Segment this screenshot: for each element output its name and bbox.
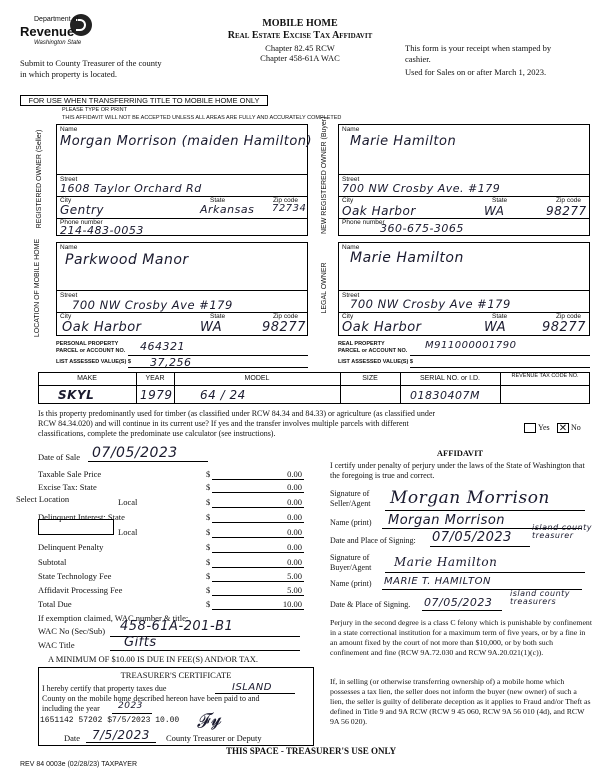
fee-amount[interactable]: 5.00	[287, 571, 302, 581]
buyer-sign-place[interactable]: island county treasurers	[510, 589, 571, 606]
fee-amount[interactable]: 0.00	[287, 557, 302, 567]
seller-city[interactable]: Gentry	[60, 203, 105, 217]
fee-dollar-sign: $	[206, 557, 211, 567]
pp-lav-label: LIST ASSESSED VALUE(S) $	[56, 359, 131, 365]
treasurer-space: THIS SPACE - TREASURER'S USE ONLY	[226, 746, 397, 756]
timber-no-checkbox[interactable]: ✕	[558, 423, 568, 434]
submit-text-2: in which property is located.	[20, 69, 118, 79]
fee-row-label: Excise Tax: State	[38, 482, 97, 492]
use-banner-text: FOR USE WHEN TRANSFERRING TITLE TO MOBILE HOME ONLY	[28, 96, 260, 105]
buyer-print-label: Name (print)	[330, 579, 372, 588]
buyer-zip[interactable]: 98277	[546, 204, 587, 218]
fee-dollar-sign: $	[206, 599, 211, 609]
fee-dollar-sign: $	[206, 497, 211, 507]
rp-label-2: PARCEL or ACCOUNT NO.	[338, 348, 408, 354]
buyer-name-label: Name	[342, 126, 360, 133]
vehicle-header-model: MODEL	[244, 375, 270, 382]
vehicle-header-code: REVENUE TAX CODE NO.	[511, 373, 579, 379]
fee-row-label: Subtotal	[38, 557, 67, 567]
fee-row-label: Taxable Sale Price	[38, 469, 102, 479]
buyer-phone[interactable]: 360-675-3065	[380, 222, 464, 235]
fee-dollar-sign: $	[206, 482, 211, 492]
buyer-city[interactable]: Oak Harbor	[342, 204, 416, 218]
exempt-label: If exemption claimed, WAC number & title:	[38, 613, 189, 623]
seller-state[interactable]: Arkansas	[200, 203, 255, 216]
buyer-phone-label: Phone number	[342, 219, 385, 226]
location-name-label: Name	[60, 244, 78, 251]
location-vertical-label: LOCATION OF MOBILE HOME	[34, 238, 41, 338]
location-zip[interactable]: 98277	[262, 320, 306, 335]
treasurer-year[interactable]: 2023	[118, 701, 143, 711]
fee-amount[interactable]: 0.00	[287, 469, 302, 479]
location-zip-label: Zip code	[273, 313, 298, 320]
dor-logo	[18, 14, 98, 50]
location-street[interactable]: 700 NW Crosby Ave #179	[72, 298, 233, 312]
treasurer-title: TREASURER'S CERTIFICATE	[120, 670, 232, 680]
vehicle-model[interactable]: 64 / 24	[200, 388, 246, 402]
vehicle-year[interactable]: 1979	[140, 388, 173, 402]
treasurer-line-2: County on the mobile home described hereon have been paid to and	[42, 694, 260, 703]
fee-amount[interactable]: 5.00	[287, 585, 302, 595]
warning-text: THIS AFFIDAVIT WILL NOT BE ACCEPTED UNLESS ALL AREAS ARE FULLY AND ACCURATELY COMPLETED	[62, 115, 342, 121]
fee-row-label: Affidavit Processing Fee	[38, 585, 123, 595]
logo-text-1: Department of	[34, 16, 79, 23]
fee-dollar-sign: $	[206, 585, 211, 595]
fee-row-label: Delinquent Interest: State	[38, 512, 125, 522]
receipt-text: This form is your receipt when stamped by	[405, 43, 552, 53]
buyer-name[interactable]: Marie Hamilton	[350, 134, 457, 149]
form-title: MOBILE HOME	[262, 18, 338, 29]
seller-name-label: Name	[60, 126, 78, 133]
treasurer-signer: County Treasurer or Deputy	[166, 733, 262, 743]
seller-zip[interactable]: 72734	[272, 203, 307, 214]
wac-title-label: WAC Title	[38, 640, 75, 650]
legal-city[interactable]: Oak Harbor	[342, 320, 422, 335]
fee-dollar-sign: $	[206, 469, 211, 479]
fee-amount[interactable]: 0.00	[287, 512, 302, 522]
location-city-label: City	[60, 313, 72, 320]
timber-no-label: No	[571, 423, 581, 432]
affidavit-title: AFFIDAVIT	[436, 448, 484, 458]
seller-phone-label: Phone number	[60, 219, 103, 226]
rp-label-1: REAL PROPERTY	[338, 341, 385, 347]
seller-signature[interactable]: Morgan Morrison	[390, 488, 550, 508]
legal-name-label: Name	[342, 244, 360, 251]
logo-text-3: Washington State	[34, 40, 82, 46]
logo-text-2: Revenue	[20, 24, 75, 39]
fraud-text: If, in selling (or otherwise transferring ownership of) a mobile home which possesses a tax lien, the seller does not inform the buyer (new owner) of such a lien, the seller is guilty of deliberate deception as it applies to Fraud and/or Theft as defined in Title 9 and 9A RCW (RCW 9 45 060, RCW 9A 56 010 (4d), and RCW 9A 56 020).	[330, 677, 591, 726]
buyer-state-label: State	[492, 197, 508, 204]
legal-zip-label: Zip code	[556, 313, 581, 320]
rp-account[interactable]: M911000001790	[425, 340, 517, 351]
seller-sign-date[interactable]: 07/05/2023	[432, 530, 512, 545]
legal-street-label: Street	[342, 292, 360, 299]
seller-zip-label: Zip code	[273, 197, 298, 204]
select-location-label[interactable]: Select Location	[16, 494, 70, 504]
legal-state-label: State	[492, 313, 508, 320]
buyer-signature[interactable]: Marie Hamilton	[394, 555, 498, 569]
wac-no[interactable]: 458-61A-201-B1	[120, 619, 234, 634]
seller-name[interactable]: Morgan Morrison (maiden Hamilton)	[60, 134, 313, 149]
print-instruction: PLEASE TYPE OR PRINT	[62, 107, 128, 113]
fee-row-label: Total Due	[38, 599, 72, 609]
wac-no-label: WAC No (Sec/Sub)	[38, 626, 106, 636]
seller-sig-label: Signature of Seller/Agent	[330, 489, 371, 508]
vehicle-make[interactable]: SKYL	[58, 388, 95, 402]
seller-street[interactable]: 1608 Taylor Orchard Rd	[60, 182, 202, 195]
affidavit-text: I certify under penalty of perjury under the laws of the State of Washington that the foregoing is true and correct.	[330, 461, 585, 480]
pp-lav[interactable]: 37,256	[150, 356, 192, 369]
timber-yes-label: Yes	[538, 423, 550, 432]
treasurer-stamp: 1651142 57202 $7/5/2023 10.00	[40, 716, 180, 725]
fee-row-label: Local	[118, 527, 138, 537]
fee-row-label: Local	[118, 497, 138, 507]
submit-text: Submit to County Treasurer of the county	[20, 58, 162, 68]
vehicle-header-make: MAKE	[77, 375, 97, 382]
buyer-sign-date[interactable]: 07/05/2023	[424, 596, 493, 609]
date-of-sale[interactable]: 07/05/2023	[92, 445, 178, 461]
buyer-state[interactable]: WA	[484, 204, 505, 218]
seller-street-label: Street	[60, 176, 78, 183]
seller-city-label: City	[60, 197, 72, 204]
perjury-text: Perjury in the second degree is a class C felony which is punishable by confinement in a state correctional institution for a maximum term of five years, or by a fine in an amount fixed by the court of not more than $10,000, or by both such confinement and fine (RCW 9A.72.030 and RCW 9A.20.021(1)(c)).	[330, 618, 592, 657]
vehicle-serial[interactable]: 01830407M	[410, 389, 480, 402]
fee-dollar-sign: $	[206, 527, 211, 537]
treasurer-date[interactable]: 7/5/2023	[92, 728, 150, 742]
seller-state-label: State	[210, 197, 226, 204]
timber-question-1: Is this property predominantly used for timber (as classified under RCW 84.34 and 84.33) or agriculture (as classified under	[38, 409, 436, 418]
buyer-street-label: Street	[342, 176, 360, 183]
date-of-sale-label: Date of Sale	[38, 452, 81, 462]
pp-account[interactable]: 464321	[140, 340, 185, 353]
fee-amount[interactable]: 0.00	[287, 482, 302, 492]
form-subtitle: Real Estate Excise Tax Affidavit	[227, 30, 373, 41]
seller-phone[interactable]: 214-483-0053	[60, 224, 144, 237]
seller-vertical-label: REGISTERED OWNER (Seller)	[36, 129, 43, 229]
buyer-city-label: City	[342, 197, 354, 204]
pp-label-2: PARCEL or ACCOUNT NO.	[56, 348, 126, 354]
minimum-notice: A MINIMUM OF $10.00 IS DUE IN FEE(S) AND/OR TAX.	[48, 654, 259, 664]
treasurer-initials: 𝓕𝔂	[194, 707, 224, 734]
legal-street[interactable]: 700 NW Crosby Ave #179	[350, 297, 511, 311]
legal-name[interactable]: Marie Hamilton	[350, 250, 464, 266]
pp-label-1: PERSONAL PROPERTY	[56, 341, 119, 347]
buyer-street[interactable]: 700 NW Crosby Ave. #179	[342, 182, 501, 195]
fee-dollar-sign: $	[206, 571, 211, 581]
seller-print-name[interactable]: Morgan Morrison	[388, 513, 506, 528]
vehicle-header-size: SIZE	[362, 375, 378, 382]
chapter-wac: Chapter 458-61A WAC	[260, 53, 340, 63]
chapter-rcw: Chapter 82.45 RCW	[265, 43, 335, 53]
location-city[interactable]: Oak Harbor	[62, 320, 142, 335]
seller-sign-place[interactable]: island county treasurer	[532, 523, 593, 540]
treasurer-line-3: including the year	[42, 704, 100, 713]
buyer-vertical-label: NEW REGISTERED OWNER (Buyer)	[321, 116, 328, 234]
timber-question-3: classifications, complete the predominate use calculator (see instructions).	[38, 429, 276, 438]
rp-lav-label: LIST ASSESSED VALUE(S) $	[338, 359, 413, 365]
buyer-zip-label: Zip code	[556, 197, 581, 204]
location-street-label: Street	[60, 292, 78, 299]
sales-date-text: Used for Sales on or after March 1, 2023.	[405, 67, 547, 77]
legal-state[interactable]: WA	[484, 320, 507, 335]
fee-amount[interactable]: 0.00	[287, 497, 302, 507]
fee-amount[interactable]: 0.00	[287, 527, 302, 537]
treasurer-county[interactable]: ISLAND	[232, 682, 272, 693]
receipt-text-2: cashier.	[405, 54, 431, 64]
vehicle-header-year: YEAR	[145, 375, 165, 382]
fee-row-label: Delinquent Penalty	[38, 542, 104, 552]
fee-amount[interactable]: 10.00	[282, 599, 302, 609]
timber-question-2: RCW 84.34.020) and will continue in its current use? If yes and the transfer involves multiple parcels with different	[38, 419, 409, 428]
fee-row-label: State Technology Fee	[38, 571, 112, 581]
date-place-label-2: Date & Place of Signing.	[330, 600, 411, 609]
treasurer-date-label: Date	[64, 733, 81, 743]
seller-print-label: Name (print)	[330, 518, 372, 527]
date-place-label: Date and Place of Signing:	[330, 536, 416, 545]
location-name[interactable]: Parkwood Manor	[65, 252, 189, 268]
legal-vertical-label: LEGAL OWNER	[321, 262, 328, 314]
wac-title[interactable]: Gifts	[124, 635, 157, 650]
buyer-sig-label: Signature of Buyer/Agent	[330, 553, 372, 572]
legal-city-label: City	[342, 313, 354, 320]
vehicle-header-serial: SERIAL NO. or I.D.	[419, 375, 481, 382]
treasurer-line-1: I hereby certify that property taxes due	[42, 684, 167, 693]
location-select-box[interactable]	[38, 519, 114, 535]
use-banner	[20, 95, 268, 106]
fee-amount[interactable]: 0.00	[287, 542, 302, 552]
legal-zip[interactable]: 98277	[542, 320, 586, 335]
buyer-print-name[interactable]: MARIE T. HAMILTON	[384, 576, 491, 587]
timber-yes-checkbox[interactable]	[524, 423, 536, 433]
fee-dollar-sign: $	[206, 512, 211, 522]
form-footer: REV 84 0003e (02/28/23) TAXPAYER	[20, 761, 137, 768]
location-state[interactable]: WA	[200, 320, 223, 335]
location-state-label: State	[210, 313, 226, 320]
fee-dollar-sign: $	[206, 542, 211, 552]
